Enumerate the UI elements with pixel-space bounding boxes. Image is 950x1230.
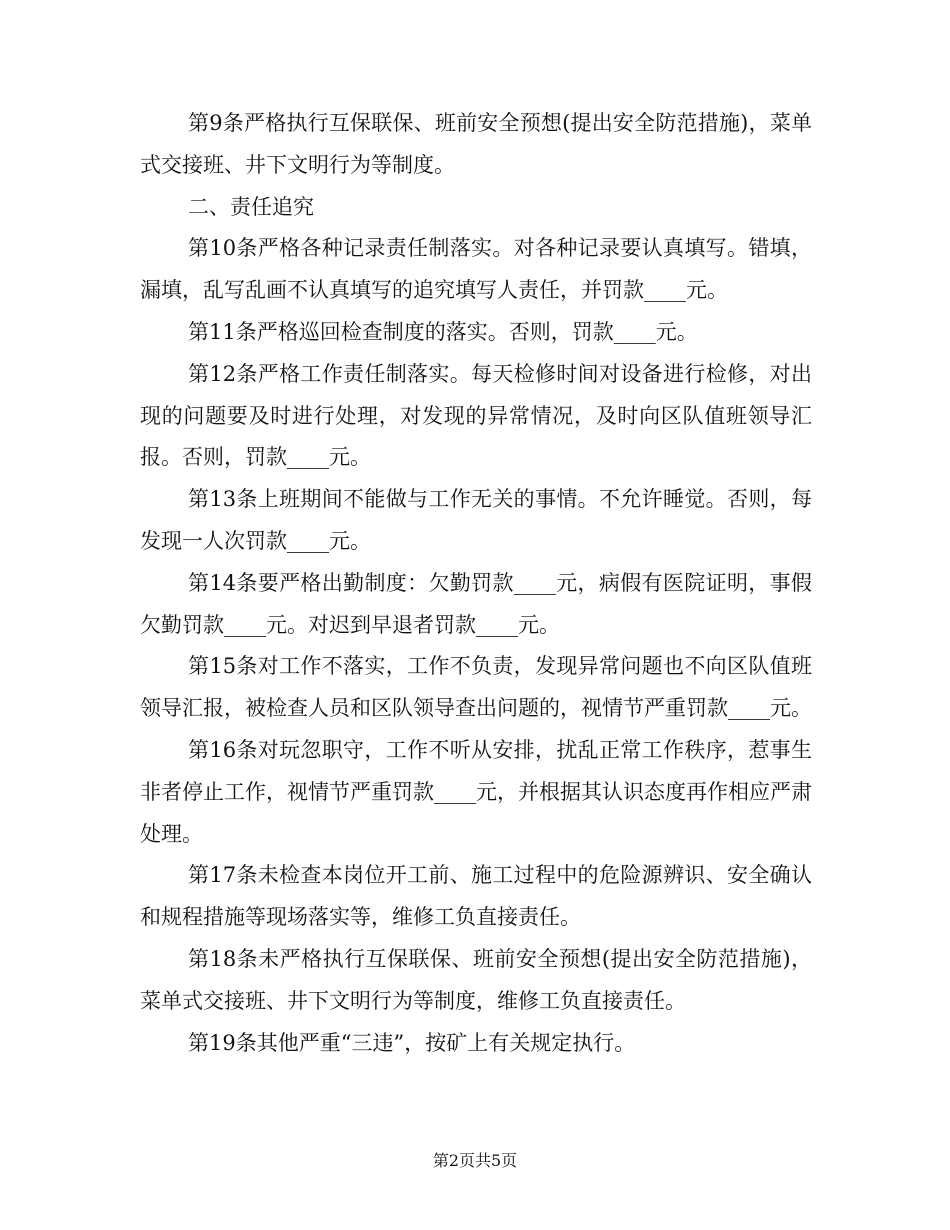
article-9: 第9条严格执行互保联保、班前安全预想(提出安全防范措施)，菜单式交接班、井下文明行为等制度。: [140, 111, 812, 177]
article-18: 第18条未严格执行互保联保、班前安全预想(提出安全防范措施)，菜单式交接班、井下文明行为等制度，维修工负直接责任。: [140, 946, 812, 1013]
article-11: 第11条严格巡回检查制度的落实。否则，罚款____元。: [188, 319, 698, 344]
article-17: 第17条未检查本岗位开工前、施工过程中的危险源辨识、安全确认和规程措施等现场落实等，维修工负直接责任。: [140, 863, 812, 930]
article-14: 第14条要严格出勤制度：欠勤罚款____元，病假有医院证明，事假欠勤罚款____元。对迟到早退者罚款____元。: [140, 570, 812, 637]
section-heading-responsibility: 二、责任追究: [188, 194, 314, 219]
article-12: 第12条严格工作责任制落实。每天检修时间对设备进行检修，对出现的问题要及时进行处理，对发现的异常情况，及时向区队值班领导汇报。否则，罚款____元。: [140, 361, 812, 470]
article-15: 第15条对工作不落实，工作不负责，发现异常问题也不向区队值班领导汇报，被检查人员和区队领导查出问题的，视情节严重罚款____元。: [140, 654, 812, 721]
article-19: 第19条其他严重“三违”，按矿上有关规定执行。: [188, 1030, 636, 1055]
page-number-footer: 第2页共5页: [432, 1151, 518, 1170]
article-16: 第16条对玩忽职守，工作不听从安排，扰乱正常工作秩序，惹事生非者停止工作，视情节严重罚款____元，并根据其认识态度再作相应严肃处理。: [140, 737, 812, 846]
article-13: 第13条上班期间不能做与工作无关的事情。不允许睡觉。否则，每发现一人次罚款____元。: [140, 487, 812, 553]
article-10: 第10条严格各种记录责任制落实。对各种记录要认真填写。错填，漏填，乱写乱画不认真填写的追究填写人责任，并罚款____元。: [140, 236, 812, 303]
document-body: [140, 103, 812, 1064]
